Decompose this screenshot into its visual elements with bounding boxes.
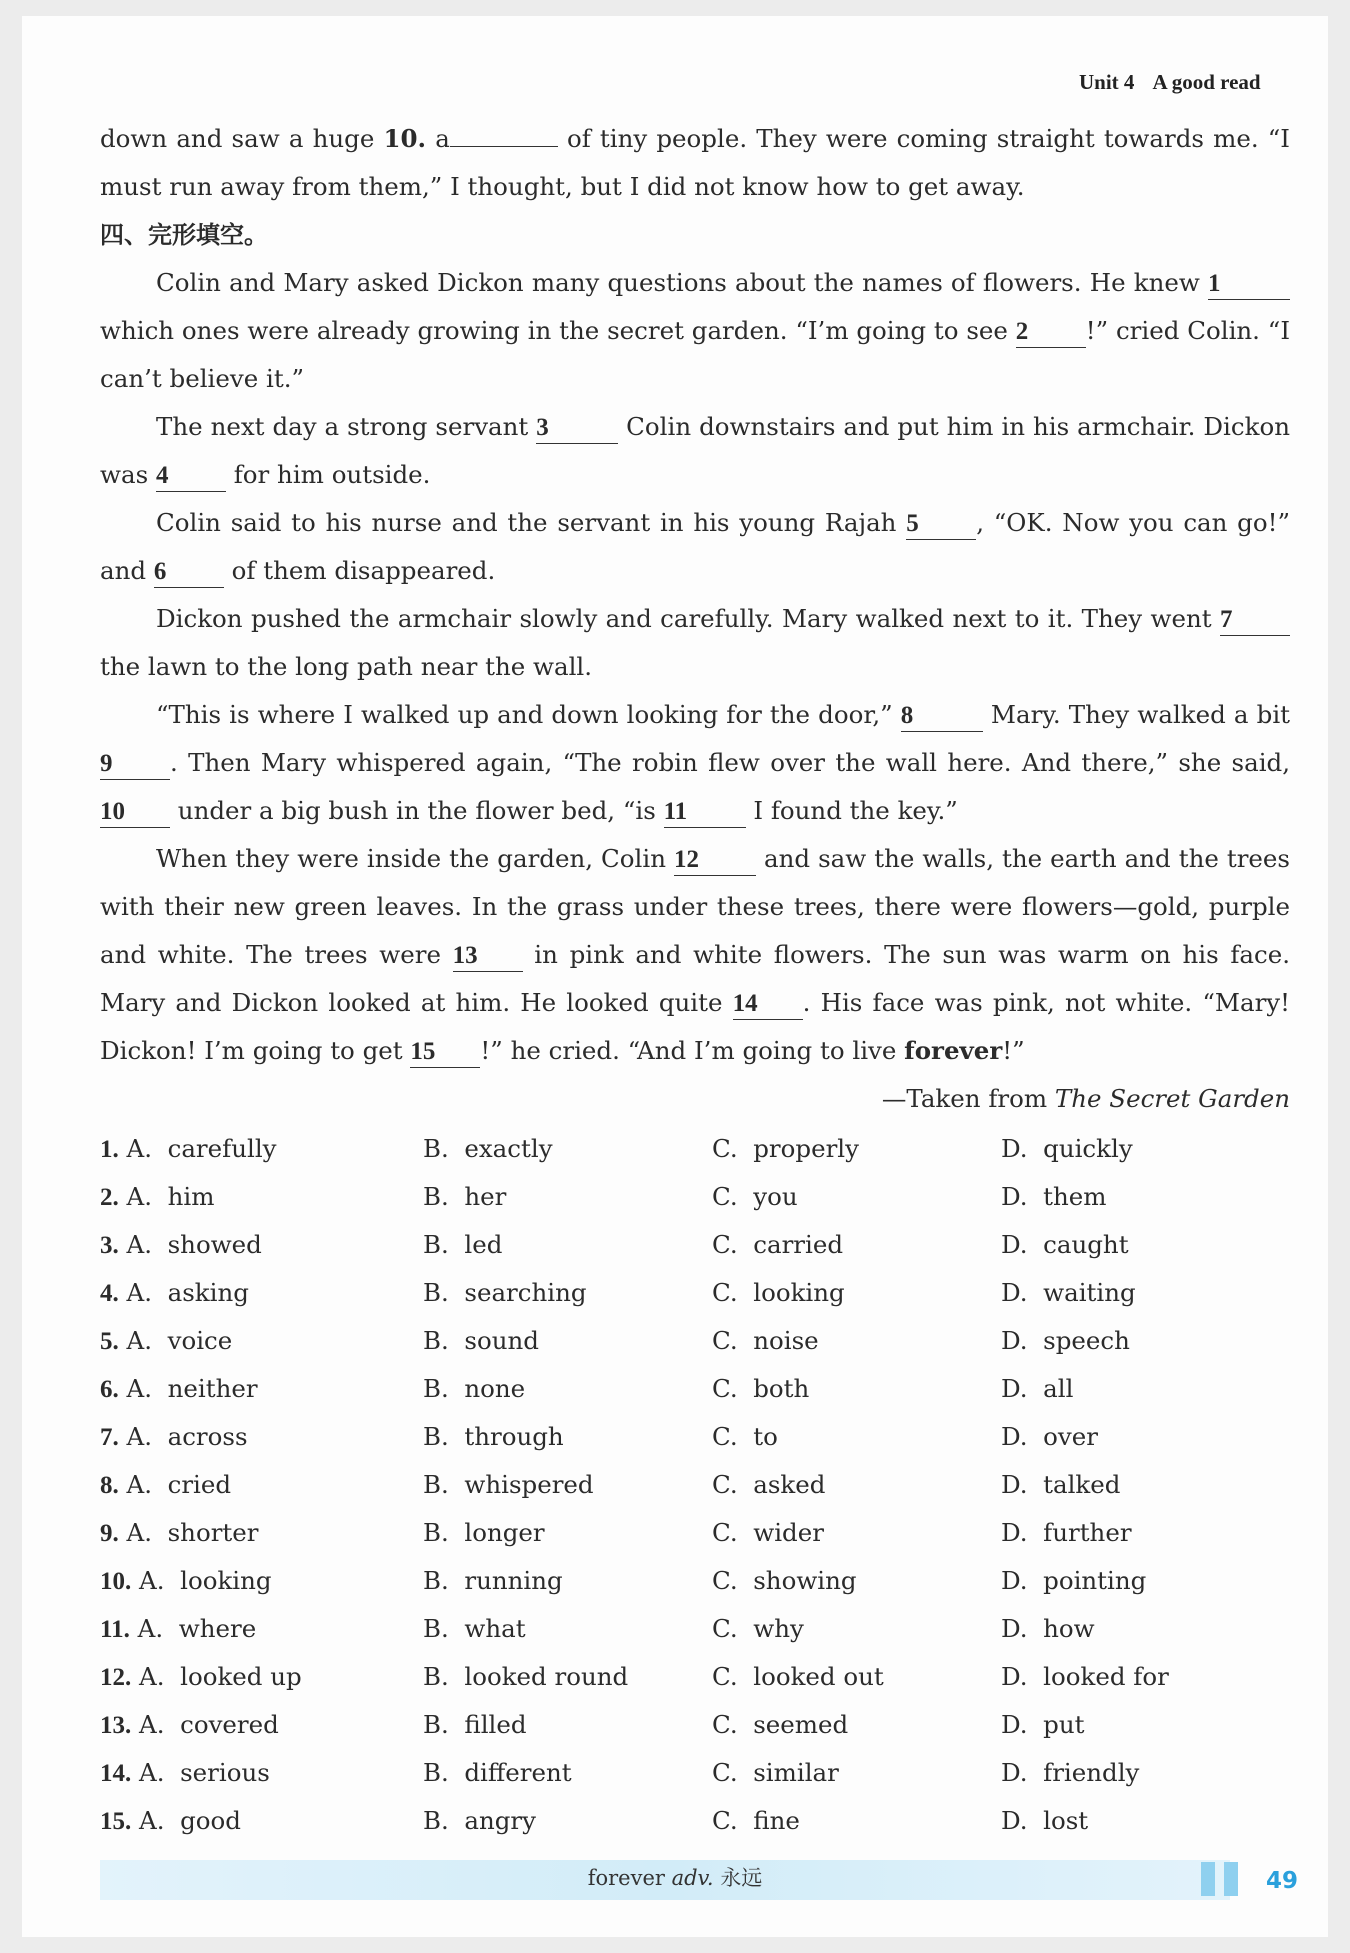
passage-text: !” he cried. “And I’m going to live <box>480 1036 905 1065</box>
option-b[interactable] <box>423 1317 712 1365</box>
option-text: B. searching <box>423 1278 587 1307</box>
option-d[interactable] <box>1001 1461 1261 1509</box>
passage-paragraph <box>100 595 1290 691</box>
blank-14[interactable]: 14 <box>733 989 803 1020</box>
option-d[interactable] <box>1001 1797 1261 1845</box>
passage-text: which ones were already growing in the secret garden. “I’m going to see <box>100 316 1016 345</box>
option-a[interactable] <box>100 1701 423 1749</box>
option-d[interactable] <box>1001 1557 1261 1605</box>
option-text: C. looking <box>712 1278 845 1307</box>
option-text: D. lost <box>1001 1806 1089 1835</box>
footer-word: forever <box>587 1866 672 1890</box>
blank-9[interactable]: 9 <box>100 749 170 780</box>
option-text: A. looked up <box>139 1662 302 1691</box>
passage-text: and saw the walls, the earth and the trees with their new green leaves. In the grass under these trees, there were flowers—gold, purple and white. The trees were <box>100 844 1290 969</box>
option-text: B. none <box>423 1374 526 1403</box>
option-a[interactable] <box>100 1797 423 1845</box>
option-text: A. carefully <box>126 1134 277 1163</box>
passage-text: for him outside. <box>225 460 431 489</box>
option-text: B. her <box>423 1182 507 1211</box>
question-number: 7. <box>100 1424 119 1451</box>
option-d[interactable] <box>1001 1173 1261 1221</box>
blank-15[interactable]: 15 <box>410 1037 480 1068</box>
option-text: D. speech <box>1001 1326 1130 1355</box>
option-a[interactable] <box>100 1365 423 1413</box>
option-text: B. angry <box>423 1806 536 1835</box>
passage-text: of them disappeared. <box>223 556 496 585</box>
passage-text: !” cried Colin. “I can’t believe it.” <box>100 316 1290 393</box>
option-a[interactable] <box>100 1461 423 1509</box>
option-b[interactable] <box>423 1365 712 1413</box>
option-b[interactable] <box>423 1269 712 1317</box>
option-row <box>100 1557 1290 1605</box>
blank-5[interactable]: 5 <box>906 509 976 540</box>
passage-text: I found the key.” <box>745 796 958 825</box>
option-text: A. looking <box>139 1566 272 1595</box>
passage-text: Colin and Mary asked Dickon many questions about the names of flowers. He knew <box>156 268 1208 297</box>
option-c[interactable] <box>712 1269 1001 1317</box>
option-a[interactable] <box>100 1173 423 1221</box>
source-prefix: —Taken from <box>881 1084 1055 1113</box>
option-b[interactable] <box>423 1557 712 1605</box>
blank-6[interactable]: 6 <box>154 557 224 588</box>
option-row <box>100 1461 1290 1509</box>
option-text: B. whispered <box>423 1470 594 1499</box>
passage-text: Colin said to his nurse and the servant in his young Rajah <box>156 508 907 537</box>
intro-question-number: 10. <box>383 124 427 153</box>
intro-text: of tiny people. They were coming straight towards me. “I must run away from them,” I thought, but I did not know how to get away. <box>100 124 1290 201</box>
option-a[interactable] <box>100 1749 423 1797</box>
option-a[interactable] <box>100 1509 423 1557</box>
option-text: B. what <box>423 1614 526 1643</box>
option-text: B. running <box>423 1566 563 1595</box>
option-text: D. pointing <box>1001 1566 1147 1595</box>
option-text: D. over <box>1001 1422 1098 1451</box>
blank-1[interactable]: 1 <box>1208 269 1290 300</box>
option-text: D. put <box>1001 1710 1085 1739</box>
option-a[interactable] <box>100 1125 423 1173</box>
option-text: A. serious <box>139 1758 270 1787</box>
option-text: A. cried <box>126 1470 232 1499</box>
option-d[interactable] <box>1001 1653 1261 1701</box>
blank-2[interactable]: 2 <box>1016 317 1086 348</box>
option-b[interactable] <box>423 1221 712 1269</box>
footer-vocab <box>0 1862 1350 1892</box>
option-a[interactable] <box>100 1653 423 1701</box>
option-text: C. why <box>712 1614 804 1643</box>
question-number: 5. <box>100 1328 119 1355</box>
option-b[interactable] <box>423 1701 712 1749</box>
option-a[interactable] <box>100 1269 423 1317</box>
option-row <box>100 1173 1290 1221</box>
intro-text: a <box>426 124 450 153</box>
option-text: D. all <box>1001 1374 1074 1403</box>
page-number: 49 <box>1266 1868 1299 1894</box>
section-title: 四、完形填空。 <box>100 221 268 249</box>
option-c[interactable] <box>712 1173 1001 1221</box>
option-b[interactable] <box>423 1125 712 1173</box>
option-text: C. you <box>712 1182 798 1211</box>
option-row <box>100 1413 1290 1461</box>
option-c[interactable] <box>712 1509 1001 1557</box>
option-text: A. showed <box>126 1230 262 1259</box>
option-text: A. covered <box>139 1710 279 1739</box>
option-text: C. carried <box>712 1230 844 1259</box>
blank-8[interactable]: 8 <box>901 701 983 732</box>
option-b[interactable] <box>423 1749 712 1797</box>
option-row <box>100 1749 1290 1797</box>
option-text: B. longer <box>423 1518 545 1547</box>
option-text: B. looked round <box>423 1662 629 1691</box>
source-title: The Secret Garden <box>1054 1084 1290 1113</box>
option-b[interactable] <box>423 1509 712 1557</box>
option-text: B. led <box>423 1230 503 1259</box>
option-d[interactable] <box>1001 1605 1261 1653</box>
option-text: C. showing <box>712 1566 857 1595</box>
passage-text: Mary. They walked a bit <box>982 700 1291 729</box>
option-text: A. across <box>126 1422 248 1451</box>
passage-text: . His face was pink, not white. “Mary! Dickon! I’m going to get <box>100 988 1290 1065</box>
intro-paragraph <box>100 115 1290 211</box>
option-c[interactable] <box>712 1701 1001 1749</box>
blank-3[interactable]: 3 <box>536 413 618 444</box>
option-text: D. looked for <box>1001 1662 1169 1691</box>
passage-text: Dickon pushed the armchair slowly and carefully. Mary walked next to it. They went <box>156 604 1220 633</box>
option-text: C. asked <box>712 1470 826 1499</box>
question-number: 3. <box>100 1232 119 1259</box>
option-text: A. him <box>126 1182 215 1211</box>
footer-meaning: 永远 <box>713 1866 763 1890</box>
option-text: A. neither <box>126 1374 258 1403</box>
option-a[interactable] <box>100 1221 423 1269</box>
option-text: D. friendly <box>1001 1758 1140 1787</box>
question-number: 13. <box>100 1712 132 1739</box>
option-row <box>100 1269 1290 1317</box>
option-text: C. fine <box>712 1806 800 1835</box>
passage-paragraph <box>100 499 1290 595</box>
option-text: C. wider <box>712 1518 824 1547</box>
option-row <box>100 1653 1290 1701</box>
option-row <box>100 1701 1290 1749</box>
option-row <box>100 1797 1290 1845</box>
option-text: D. talked <box>1001 1470 1121 1499</box>
passage-paragraph <box>100 259 1290 403</box>
question-number: 12. <box>100 1664 132 1691</box>
option-text: B. through <box>423 1422 564 1451</box>
option-row <box>100 1125 1290 1173</box>
question-number: 9. <box>100 1520 119 1547</box>
option-text: C. both <box>712 1374 810 1403</box>
question-number: 8. <box>100 1472 119 1499</box>
passage-text: The next day a strong servant <box>156 412 537 441</box>
footer-pos: adv. <box>671 1866 714 1890</box>
option-text: B. different <box>423 1758 572 1787</box>
footer-bars-decoration <box>1201 1862 1247 1900</box>
question-number: 2. <box>100 1184 119 1211</box>
options-list <box>100 1125 1290 1845</box>
blank-11[interactable]: 11 <box>664 797 746 828</box>
option-text: A. voice <box>126 1326 233 1355</box>
intro-text: down and saw a huge <box>100 124 384 153</box>
option-text: D. further <box>1001 1518 1132 1547</box>
option-c[interactable] <box>712 1365 1001 1413</box>
option-d[interactable] <box>1001 1125 1261 1173</box>
question-number: 4. <box>100 1280 119 1307</box>
passage-text: , “OK. Now you can go!” and <box>100 508 1290 585</box>
passage-paragraph <box>100 835 1290 1075</box>
option-text: A. asking <box>126 1278 249 1307</box>
option-text: C. similar <box>712 1758 839 1787</box>
option-c[interactable] <box>712 1797 1001 1845</box>
question-number: 6. <box>100 1376 119 1403</box>
option-text: C. properly <box>712 1134 859 1163</box>
page-header <box>1079 70 1261 95</box>
option-d[interactable] <box>1001 1509 1261 1557</box>
option-text: A. good <box>139 1806 241 1835</box>
option-c[interactable] <box>712 1653 1001 1701</box>
option-b[interactable] <box>423 1653 712 1701</box>
option-d[interactable] <box>1001 1365 1261 1413</box>
option-text: D. waiting <box>1001 1278 1136 1307</box>
option-text: C. looked out <box>712 1662 884 1691</box>
option-c[interactable] <box>712 1605 1001 1653</box>
option-d[interactable] <box>1001 1221 1261 1269</box>
option-b[interactable] <box>423 1173 712 1221</box>
option-text: A. shorter <box>126 1518 259 1547</box>
option-c[interactable] <box>712 1413 1001 1461</box>
option-text: A. where <box>137 1614 257 1643</box>
passage-text: the lawn to the long path near the wall. <box>100 652 593 681</box>
blank-7[interactable]: 7 <box>1220 605 1290 636</box>
option-text: C. noise <box>712 1326 819 1355</box>
passage-source <box>100 1075 1290 1123</box>
option-a[interactable] <box>100 1413 423 1461</box>
option-row <box>100 1605 1290 1653</box>
question-number: 10. <box>100 1568 132 1595</box>
option-a[interactable] <box>100 1557 423 1605</box>
passage-text: !” <box>1002 1036 1025 1065</box>
option-text: B. filled <box>423 1710 527 1739</box>
option-d[interactable] <box>1001 1749 1261 1797</box>
unit-label: Unit 4 <box>1079 70 1135 94</box>
passage-text-bold: forever <box>904 1036 1003 1065</box>
passage-text: Colin downstairs and put him in his armchair. Dickon was <box>100 412 1290 489</box>
page-content <box>100 115 1290 1845</box>
option-c[interactable] <box>712 1557 1001 1605</box>
unit-title: A good read <box>1152 70 1261 94</box>
question-number: 1. <box>100 1136 119 1163</box>
option-d[interactable] <box>1001 1701 1261 1749</box>
blank-12[interactable]: 12 <box>674 845 756 876</box>
passage-paragraph <box>100 691 1290 835</box>
option-b[interactable] <box>423 1797 712 1845</box>
passage-paragraph <box>100 403 1290 499</box>
option-d[interactable] <box>1001 1413 1261 1461</box>
option-text: D. them <box>1001 1182 1107 1211</box>
option-text: B. exactly <box>423 1134 553 1163</box>
option-row <box>100 1509 1290 1557</box>
option-text: D. caught <box>1001 1230 1129 1259</box>
option-b[interactable] <box>423 1605 712 1653</box>
option-text: C. seemed <box>712 1710 849 1739</box>
option-text: D. quickly <box>1001 1134 1133 1163</box>
option-row <box>100 1221 1290 1269</box>
option-d[interactable] <box>1001 1317 1261 1365</box>
option-d[interactable] <box>1001 1269 1261 1317</box>
option-c[interactable] <box>712 1221 1001 1269</box>
blank-4[interactable]: 4 <box>156 461 226 492</box>
option-c[interactable] <box>712 1461 1001 1509</box>
passage-text: “This is where I walked up and down looking for the door,” <box>156 700 901 729</box>
option-text: C. to <box>712 1422 778 1451</box>
blank-10[interactable]: 10 <box>100 797 170 828</box>
option-text: B. sound <box>423 1326 539 1355</box>
blank-13[interactable]: 13 <box>453 941 523 972</box>
option-row <box>100 1317 1290 1365</box>
option-text: D. how <box>1001 1614 1095 1643</box>
option-b[interactable] <box>423 1461 712 1509</box>
option-c[interactable] <box>712 1125 1001 1173</box>
option-c[interactable] <box>712 1749 1001 1797</box>
option-b[interactable] <box>423 1413 712 1461</box>
option-row <box>100 1365 1290 1413</box>
option-a[interactable] <box>100 1317 423 1365</box>
passage-text: in pink and white flowers. The sun was warm on his face. Mary and Dickon looked at him. He looked quite <box>100 940 1291 1017</box>
option-a[interactable] <box>100 1605 423 1653</box>
answer-blank[interactable] <box>450 146 558 147</box>
passage-text: . Then Mary whispered again, “The robin flew over the wall here. And there,” she said, <box>170 748 1290 777</box>
passage-text: under a big bush in the flower bed, “is <box>170 796 664 825</box>
question-number: 14. <box>100 1760 132 1787</box>
question-number: 11. <box>100 1616 130 1643</box>
passage-text: When they were inside the garden, Colin <box>156 844 675 873</box>
option-c[interactable] <box>712 1317 1001 1365</box>
question-number: 15. <box>100 1808 132 1835</box>
